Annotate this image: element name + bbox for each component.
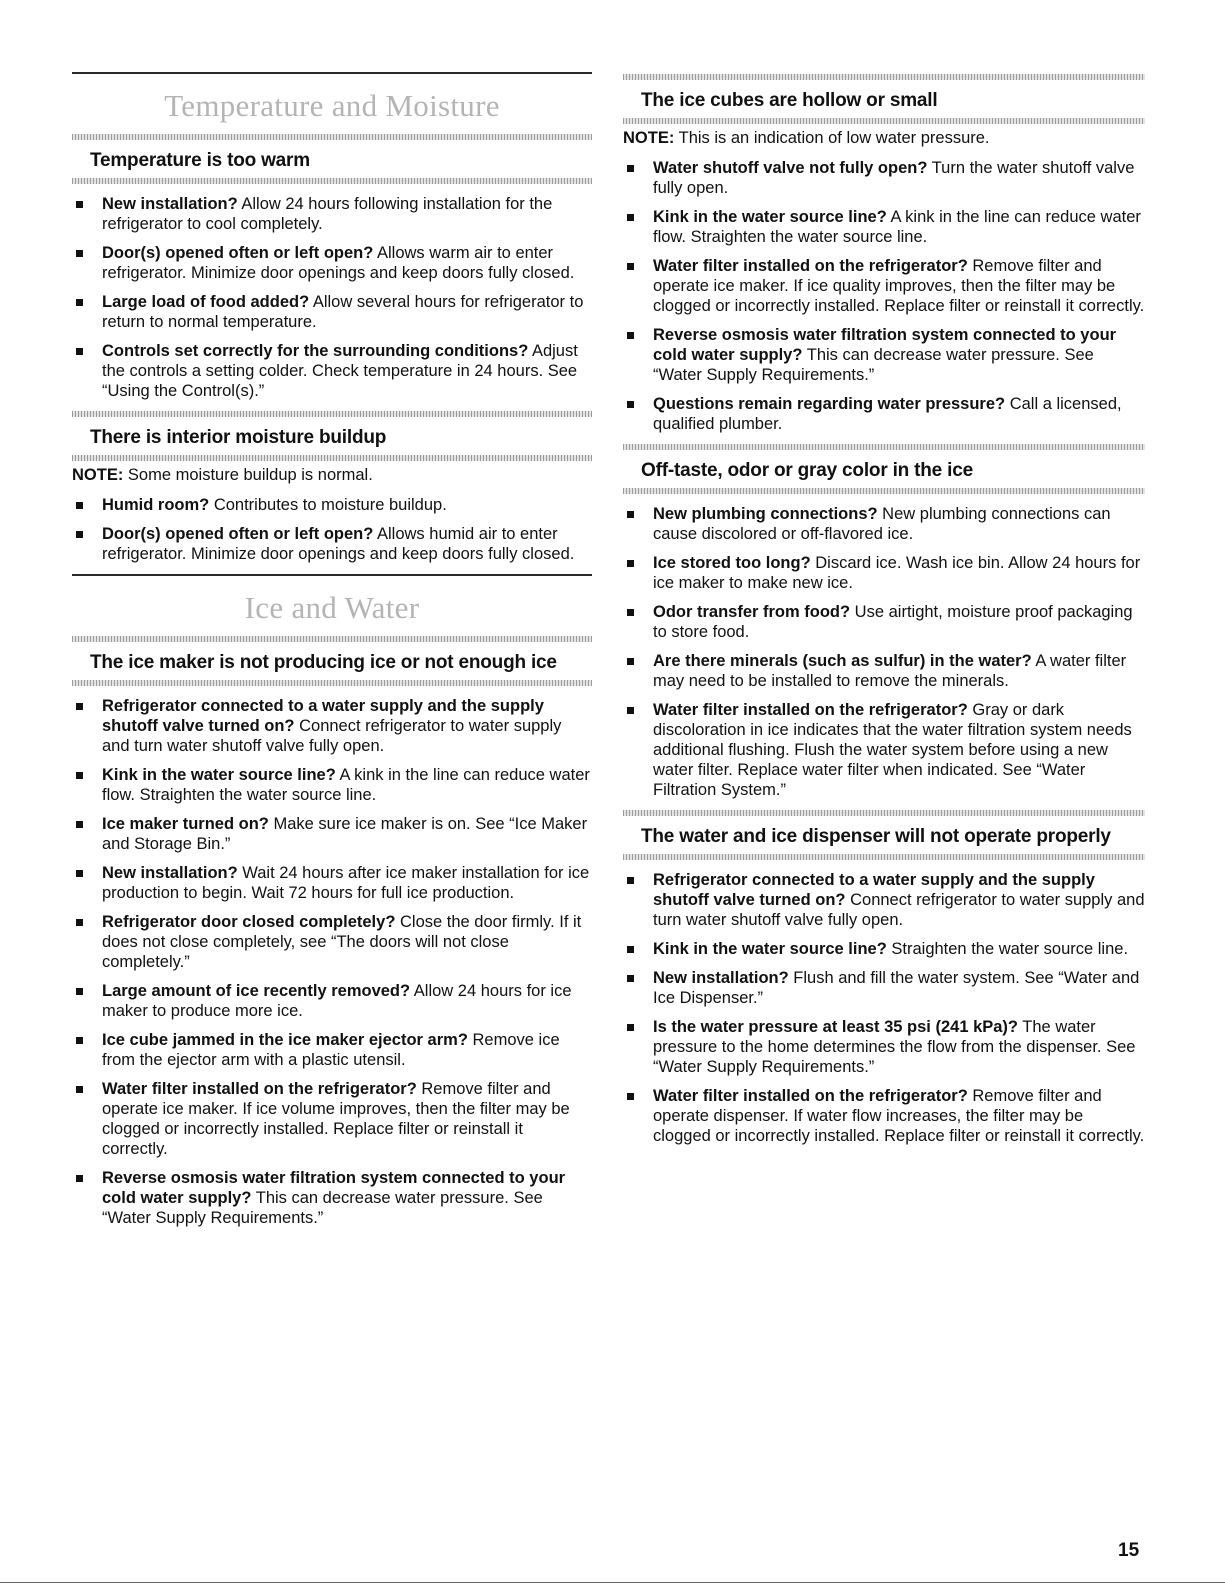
item-question: Kink in the water source line? <box>102 766 336 784</box>
item-answer: This can decrease water pressure. See “Water Supply Requirements.” <box>102 1189 543 1227</box>
bullet-icon <box>627 511 634 518</box>
item-question: Ice maker turned on? <box>102 815 269 833</box>
item-question: Large amount of ice recently removed? <box>102 982 411 1000</box>
bullet-icon <box>627 560 634 567</box>
item-answer: Wait 24 hours after ice maker installation for ice production to begin. Wait 72 hours for full ice production. <box>102 864 590 902</box>
item-answer: New plumbing connections can cause discolored or off-flavored ice. <box>653 505 1111 543</box>
item-question: Odor transfer from food? <box>653 603 851 621</box>
item-answer: Close the door firmly. If it does not close completely, see “The doors will not close completely.” <box>102 913 582 971</box>
bullet-icon <box>76 870 83 877</box>
section-rule <box>72 574 592 576</box>
list-item <box>623 504 1145 544</box>
item-question: Ice stored too long? <box>653 554 811 572</box>
bullet-icon <box>76 502 83 509</box>
list-item <box>623 394 1145 434</box>
list-item <box>623 1017 1145 1077</box>
list-item <box>623 256 1145 316</box>
item-question: Kink in the water source line? <box>653 208 887 226</box>
list-item <box>72 863 592 903</box>
heading-rule-bottom <box>623 488 1145 494</box>
bullet-icon <box>627 609 634 616</box>
list-item <box>72 912 592 972</box>
item-answer: Remove filter and operate dispenser. If water flow increases, the filter may be clogged or incorrectly installed. Replace filter or reinstall it correctly. <box>653 1087 1145 1145</box>
bullet-icon <box>627 263 634 270</box>
item-answer: Remove filter and operate ice maker. If ice quality improves, then the filter may be clogged or incorrectly installed. Replace filter or reinstall it correctly. <box>653 257 1145 315</box>
item-question: Ice cube jammed in the ice maker ejector arm? <box>102 1031 468 1049</box>
heading-rule-bottom <box>623 118 1145 124</box>
troubleshoot-list <box>623 158 1145 434</box>
list-item <box>72 524 592 564</box>
item-question: Door(s) opened often or left open? <box>102 525 374 543</box>
bullet-icon <box>627 877 634 884</box>
list-item <box>72 1030 592 1070</box>
subsection-heading: Temperature is too warm <box>90 150 310 171</box>
bullet-icon <box>76 250 83 257</box>
bullet-icon <box>627 332 634 339</box>
subsection-heading: The ice cubes are hollow or small <box>641 90 938 111</box>
list-item <box>72 341 592 401</box>
item-question: Kink in the water source line? <box>653 940 887 958</box>
heading-rule-bottom <box>72 680 592 686</box>
left-column <box>72 72 592 1238</box>
item-answer: Allows warm air to enter refrigerator. Minimize door openings and keep doors fully closed. <box>102 244 575 282</box>
list-item <box>623 968 1145 1008</box>
item-answer: Discard ice. Wash ice bin. Allow 24 hours for ice maker to make new ice. <box>653 554 1141 592</box>
list-item <box>623 939 1145 959</box>
bullet-icon <box>627 707 634 714</box>
list-item <box>72 292 592 332</box>
item-question: Reverse osmosis water filtration system connected to your cold water supply? <box>653 326 1117 364</box>
bullet-icon <box>76 348 83 355</box>
heading-rule-bottom <box>72 455 592 461</box>
bullet-icon <box>627 1093 634 1100</box>
list-item <box>623 325 1145 385</box>
item-question: Refrigerator connected to a water supply and the supply shutoff valve turned on? <box>653 871 1095 909</box>
item-answer: Remove filter and operate ice maker. If ice volume improves, then the filter may be clogged or incorrectly installed. Replace filter or reinstall it correctly. <box>102 1080 570 1158</box>
item-answer: Connect refrigerator to water supply and turn water shutoff valve fully open. <box>653 891 1145 929</box>
item-answer: Straighten the water source line. <box>886 940 1129 958</box>
item-question: Is the water pressure at least 35 psi (241 kPa)? <box>653 1018 1019 1036</box>
item-answer: A kink in the line can reduce water flow. Straighten the water source line. <box>653 208 1141 246</box>
item-question: New installation? <box>102 195 238 213</box>
list-item <box>623 207 1145 247</box>
item-answer: Adjust the controls a setting colder. Check temperature in 24 hours. See “Using the Control(s).” <box>102 342 578 400</box>
list-item <box>72 765 592 805</box>
note <box>623 128 1145 148</box>
section-title: Ice and Water <box>244 590 420 625</box>
list-item <box>72 696 592 756</box>
item-answer: A kink in the line can reduce water flow. Straighten the water source line. <box>102 766 590 804</box>
item-question: Refrigerator connected to a water supply and the supply shutoff valve turned on? <box>102 697 544 735</box>
bullet-icon <box>76 531 83 538</box>
item-answer: Allow 24 hours following installation for the refrigerator to cool completely. <box>102 195 553 233</box>
bullet-icon <box>76 703 83 710</box>
troubleshoot-list <box>72 696 592 1228</box>
list-item <box>72 1079 592 1159</box>
item-question: Water filter installed on the refrigerator? <box>653 701 968 719</box>
bullet-icon <box>627 214 634 221</box>
list-item <box>72 981 592 1021</box>
item-answer: Call a licensed, qualified plumber. <box>653 395 1122 433</box>
item-question: Water filter installed on the refrigerator? <box>102 1080 417 1098</box>
item-question: Questions remain regarding water pressure? <box>653 395 1006 413</box>
item-answer: Connect refrigerator to water supply and turn water shutoff valve fully open. <box>102 717 562 755</box>
list-item <box>623 553 1145 593</box>
list-item <box>72 814 592 854</box>
item-answer: Make sure ice maker is on. See “Ice Maker and Storage Bin.” <box>102 815 588 853</box>
item-question: Water filter installed on the refrigerator? <box>653 257 968 275</box>
subsection-heading: There is interior moisture buildup <box>90 427 387 448</box>
item-question: New installation? <box>653 969 789 987</box>
bullet-icon <box>76 821 83 828</box>
troubleshoot-list <box>623 870 1145 1146</box>
list-item <box>72 194 592 234</box>
bullet-icon <box>627 946 634 953</box>
bullet-icon <box>76 988 83 995</box>
bullet-icon <box>76 919 83 926</box>
bullet-icon <box>76 772 83 779</box>
item-question: Reverse osmosis water filtration system connected to your cold water supply? <box>102 1169 566 1207</box>
bullet-icon <box>627 975 634 982</box>
item-question: Refrigerator door closed completely? <box>102 913 396 931</box>
subsection-heading: The ice maker is not producing ice or not enough ice <box>90 652 557 673</box>
note-text: This is an indication of low water pressure. <box>674 129 990 147</box>
bullet-icon <box>627 165 634 172</box>
list-item <box>623 1086 1145 1146</box>
bullet-icon <box>76 1037 83 1044</box>
bullet-icon <box>76 1086 83 1093</box>
item-question: Water shutoff valve not fully open? <box>653 159 928 177</box>
item-answer: Allow several hours for refrigerator to return to normal temperature. <box>102 293 584 331</box>
item-answer: Remove ice from the ejector arm with a plastic utensil. <box>102 1031 560 1069</box>
bullet-icon <box>76 201 83 208</box>
note <box>72 465 592 485</box>
item-question: Large load of food added? <box>102 293 310 311</box>
note-text: Some moisture buildup is normal. <box>123 466 373 484</box>
note-label: NOTE: <box>623 129 675 147</box>
bullet-icon <box>627 401 634 408</box>
item-answer: The water pressure to the home determines the flow from the dispenser. See “Water Supply Requirements.” <box>653 1018 1136 1076</box>
item-question: New plumbing connections? <box>653 505 878 523</box>
list-item <box>623 700 1145 800</box>
list-item <box>72 243 592 283</box>
page-number: 15 <box>1118 1540 1140 1561</box>
list-item <box>623 651 1145 691</box>
item-question: Humid room? <box>102 496 210 514</box>
item-question: Controls set correctly for the surrounding conditions? <box>102 342 529 360</box>
subsection-heading: Off-taste, odor or gray color in the ice <box>641 460 973 481</box>
heading-rule-bottom <box>72 178 592 184</box>
subsection-heading: The water and ice dispenser will not operate properly <box>641 826 1111 847</box>
troubleshoot-list <box>72 194 592 401</box>
item-answer: This can decrease water pressure. See “Water Supply Requirements.” <box>653 346 1094 384</box>
list-item <box>623 870 1145 930</box>
item-answer: Allows humid air to enter refrigerator. Minimize door openings and keep doors fully closed. <box>102 525 575 563</box>
item-question: Water filter installed on the refrigerator? <box>653 1087 968 1105</box>
bullet-icon <box>76 299 83 306</box>
item-answer: Flush and fill the water system. See “Water and Ice Dispenser.” <box>653 969 1140 1007</box>
heading-rule-bottom <box>623 854 1145 860</box>
troubleshoot-list <box>623 504 1145 800</box>
section-rule <box>72 72 592 74</box>
item-answer: Contributes to moisture buildup. <box>209 496 447 514</box>
item-answer: A water filter may need to be installed to remove the minerals. <box>653 652 1127 690</box>
item-question: Are there minerals (such as sulfur) in the water? <box>653 652 1032 670</box>
list-item <box>623 158 1145 198</box>
item-answer: Allow 24 hours for ice maker to produce more ice. <box>102 982 572 1020</box>
bullet-icon <box>627 658 634 665</box>
item-question: Door(s) opened often or left open? <box>102 244 374 262</box>
list-item <box>72 1168 592 1228</box>
troubleshoot-list <box>72 495 592 564</box>
list-item <box>623 602 1145 642</box>
page-bottom-rule <box>0 1582 1225 1583</box>
right-column <box>623 74 1145 1156</box>
item-answer: Turn the water shutoff valve fully open. <box>653 159 1135 197</box>
item-question: New installation? <box>102 864 238 882</box>
item-answer: Use airtight, moisture proof packaging to store food. <box>653 603 1133 641</box>
note-label: NOTE: <box>72 466 124 484</box>
bullet-icon <box>76 1175 83 1182</box>
item-answer: Gray or dark discoloration in ice indicates that the water filtration system needs additional flushing. Flush the water system before using a new water filter. Replace water filter when indicated. See “Water Filtration System.” <box>653 701 1132 799</box>
section-title: Temperature and Moisture <box>164 88 500 123</box>
list-item <box>72 495 592 515</box>
bullet-icon <box>627 1024 634 1031</box>
